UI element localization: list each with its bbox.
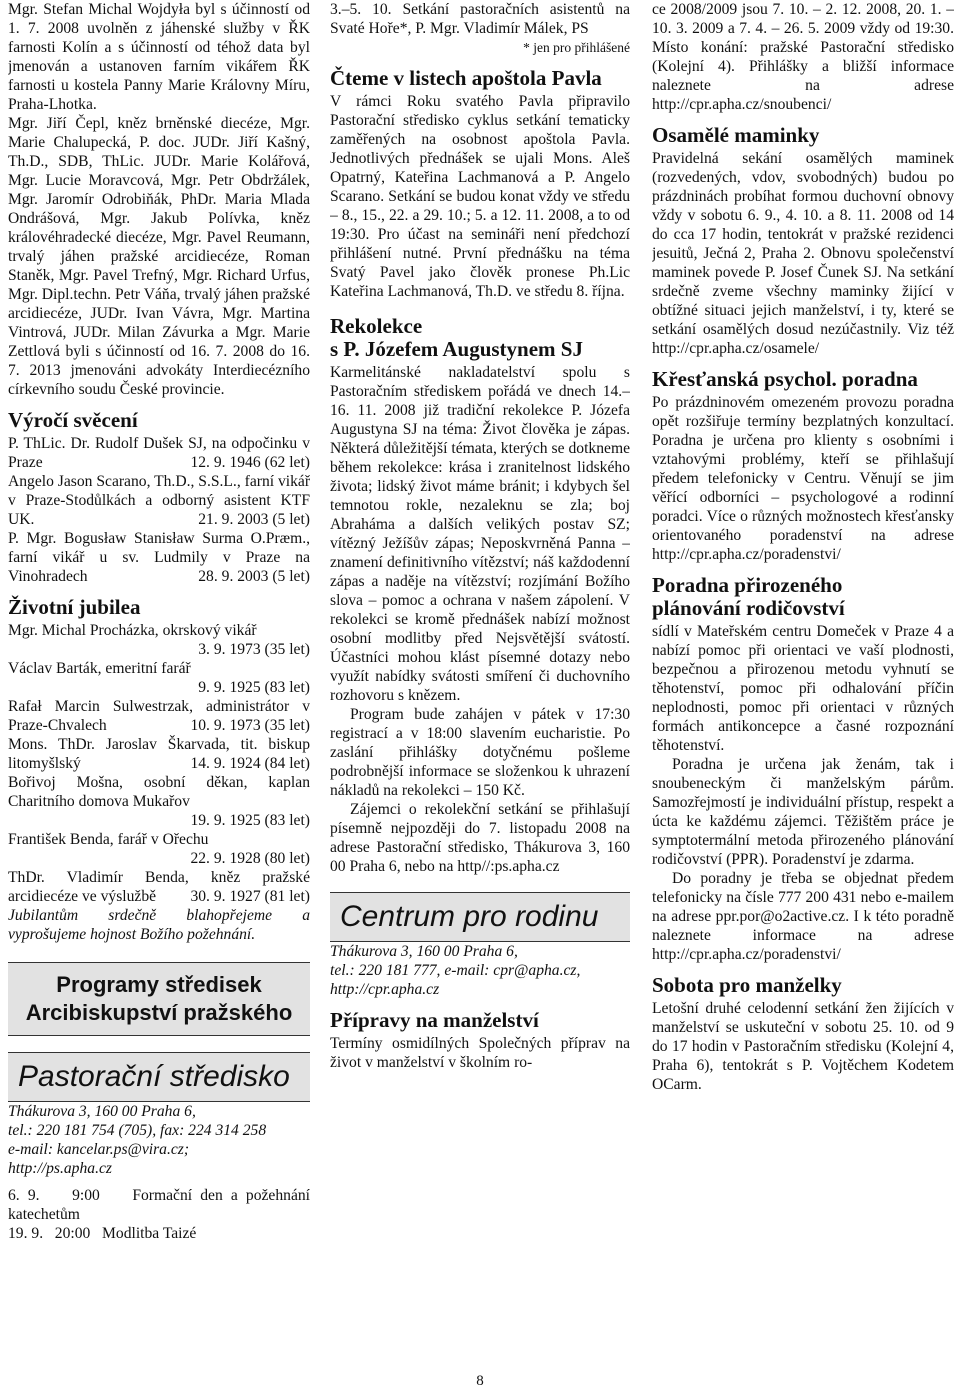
centrum-pro-rodinu-heading: Centrum pro rodinu <box>330 892 630 942</box>
column-1 <box>8 0 310 1243</box>
list-item: Mons. ThDr. Jaroslav Škarvada, tit. biskup litomyšlský 14. 9. 1924 (84 let) <box>8 736 310 772</box>
schedule-item: 19. 9. 20:00 Modlitba Taizé <box>8 1225 197 1242</box>
setkani-asistentu: 3.–5. 10. Setkání pastoračních asistentů na Svaté Hoře*, P. Mgr. Vladimír Málek, PS <box>330 1 630 37</box>
pastoracni-stredisko-heading: Pastorační středisko <box>8 1052 310 1102</box>
programs-header-box <box>8 962 310 1036</box>
ppr-heading-1: Poradna přirozeného <box>652 573 843 597</box>
rekolekce-heading: Rekolekce <box>330 314 423 338</box>
ps-schedule <box>8 1186 310 1243</box>
list-item: Rafał Marcin Sulwestrzak, administrátor v Praze-Chvalech 10. 9. 1973 (35 let) <box>8 698 310 734</box>
rekolekce-paragraph-3: Zájemci o rekolekční setkání se přihlašují písemně nejpozději do 7. listopadu 2008 na adrese Pastorační středisko, Thákurova 3, 160 00 Praha 6, nebo na http//:ps.apha.cz <box>330 801 630 875</box>
registration-note: * jen pro přihlášené <box>523 40 630 55</box>
advokati-paragraph: Mgr. Jiří Čepl, kněz brněnské diecéze, Mgr. Marie Chalupecká, P. doc. JUDr. Jiří Kašný, Th.D., SDB, ThLic. JUDr. Marie Kolářová, Mgr. Lucie Moravcová, Mgr. Petr Obdržálek, Mgr. Jaromír Odrobiňák, PhDr. Maria Mlada Ondrášová, Mgr. Jakub Polívka, kněz královéhradecké diecéze, Mgr. Pavel Reumann, trvalý jáhen pražské arcidiecéze, Roman Staněk, Mgr. Pavel Trefný, Mgr. Richard Urfus, Mgr. Dipl.techn. Petr Váňa, trvalý jáhen pražské arcidiecéze, JUDr. Ivan Vávra, Mgr. Martina Vintrová, JUDr. Milan Závurka a Mgr. Marie Zettlová byli s účinností od 16. 7. 2008 do 16. 7. 2013 jmenováni advokáty Interdiecézního církevního soudu České provincie. <box>8 115 310 398</box>
pripravy-heading: Přípravy na manželství <box>330 1008 539 1032</box>
sobota-paragraph: Letošní druhé celodenní setkání žen žijících v manželství se uskuteční v sobotu 25. 10. od 9 do 17 hodin v Pastoračním středisku (Kolejní 4, Praha 6), tentokrát s P. Vojtěchem Kodetem OCarm. <box>652 1000 954 1093</box>
sobota-heading: Sobota pro manželky <box>652 973 842 997</box>
list-item: ThDr. Vladimír Benda, kněz pražské arcidiecéze ve výslužbě 30. 9. 1927 (81 let) <box>8 869 310 905</box>
rekolekce-subheading: s P. Józefem Augustynem SJ <box>330 337 583 361</box>
address-line: e-mail: kancelar.ps@vira.cz; <box>8 1141 190 1158</box>
programs-title-line-1: Programy středisek <box>56 972 262 997</box>
intro-paragraph: Mgr. Stefan Michal Wojdyła byl s účinností od 1. 7. 2008 uvolněn z jáhenské služby v ŘK farnosti Kolín a s účinností od téhož data byl jmenován a ustanoven farním vikářem ŘK farnosti u kostela Panny Marie Královny Míru, Praha-Lhotka. <box>8 1 310 113</box>
ppr-paragraph-2: Poradna je určena jak ženám, tak i snoubeneckým či manželským párům. Samozřejmostí je individuální přístup, respekt a úcta ke každému zájemci. Těžištěm práce je symptotermální metoda přirozeného plánování rodičovství (PPR). Poradenství je zdarma. <box>652 756 954 868</box>
page-number: 8 <box>476 1373 484 1389</box>
pavel-heading: Čteme v listech apoštola Pavla <box>330 66 602 90</box>
ppr-paragraph-1: sídlí v Mateřském centru Domeček v Praze 4 a nabízí pomoc při orientaci ve vaší plodnosti, bezpečnou a přirozenou metodu vyhnutí se těhotenství, pomoc při odhalování příčin neplodnosti, pomoc při orientaci v různých formách antikoncepce a časné rozpoznání těhotenství. <box>652 623 954 754</box>
pripravy-paragraph: Termíny osmidílných Společných příprav na život v manželství v školním ro- <box>330 1035 630 1071</box>
jubilea-list <box>8 621 310 906</box>
cpr-address <box>330 942 630 999</box>
list-item: P. ThLic. Dr. Rudolf Dušek SJ, na odpočinku v Praze 12. 9. 1946 (62 let) <box>8 435 310 471</box>
list-item: František Benda, farář v Ořechu 22. 9. 1928 (80 let) <box>8 831 310 867</box>
ppr-heading-2: plánování rodičovství <box>652 596 845 620</box>
list-item: Bořivoj Mošna, osobní děkan, kaplan Charitního domova Mukařov 19. 9. 1925 (83 let) <box>8 774 310 829</box>
list-item: Mgr. Michal Procházka, okrskový vikář 3. 9. 1973 (35 let) <box>8 622 310 658</box>
jubilea-note: Jubilantům srdečně blahopřejeme a vyprošujeme hojnost Božího požehnání. <box>8 907 310 943</box>
address-line: tel.: 220 181 777, e-mail: cpr@apha.cz, <box>330 962 581 979</box>
pripravy-continued: ce 2008/2009 jsou 7. 10. – 2. 12. 2008, 20. 1. – 10. 3. 2009 a 7. 4. – 26. 5. 2009 vždy od 19:30. Místo konání: pražské Pastorační středisko (Kolejní 4). Přihlášky a bližší informace naleznete na adrese http://cpr.apha.cz/snoubenci/ <box>652 1 954 113</box>
schedule-item: 6. 9. 9:00 Formační den a požehnání katechetům <box>8 1187 310 1223</box>
psych-poradna-paragraph: Po prázdninovém omezeném provozu poradna opět rozšiřuje termíny bezplatných konzultací. Poradna je určena pro klienty s osobními i vztahovými problémy, kteří se přihlašují předem telefonicky v Centru. Věnují se jim věřící odborníci – psychologové a rodinní poradci. Více o různých možnostech křesťansky orientovaného poradenství na adrese http://cpr.apha.cz/poradenstvi/ <box>652 394 954 563</box>
rekolekce-paragraph-2: Program bude zahájen v pátek v 17:30 registrací a v 18:00 slavením eucharistie. Po zaslání přihlášky dotyčnému pošleme podrobnější informace se složenkou k uhrazení nákladů na rekolekci – 150 Kč. <box>330 706 630 799</box>
programs-title-line-2: Arcibiskupství pražského <box>25 1000 293 1025</box>
address-line: Thákurova 3, 160 00 Praha 6, <box>8 1103 196 1120</box>
list-item: P. Mgr. Bogusław Stanisław Surma O.Præm., farní vikář u sv. Ludmily v Praze na Vinohradech 28. 9. 2003 (5 let) <box>8 530 310 585</box>
address-line: tel.: 220 181 754 (705), fax: 224 314 258 <box>8 1122 267 1139</box>
jubilea-heading: Životní jubilea <box>8 595 141 619</box>
column-2 <box>330 0 630 1072</box>
rekolekce-paragraph-1: Karmelitánské nakladatelství spolu s Pastoračním střediskem pořádá ve dnech 14.–16. 11. 2008 již tradiční rekolekce P. Józefa Augustyna SJ na téma: Život člověka je zápas. Některá důležitější témata, kterých se dotkneme během rekolekce: krása i zranitelnost lidského života; lidský život máme bránit; i kdybych šel temnotou rokle, nezaleknu se zla; boj Abraháma a dalších velikých postav SZ; vítězný Ježíšův zápas; Neposkvrněná Panna – znamení definitivního vítězství; náš každodenní zápas a naděje na vítězství; rozjímání Božího slova – pomoc a ochrana v našem zápolení. V rekolekci se kromě přednášek nabízí možnost osobní modlitby před Nejsvětější svátostí. Účastníci mohou klást písemné dotazy nebo využít nabídky svátosti smíření či duchovního rozhovoru s knězem. <box>330 364 630 704</box>
ppr-paragraph-3: Do poradny je třeba se objednat předem telefonicky na čísle 777 200 431 nebo e-mailem na adrese ppr.por@o2active.cz. I k této poradně naleznete informace na adrese http://cpr.apha.cz/poradenstvi/ <box>652 870 954 963</box>
list-item: Angelo Jason Scarano, Th.D., S.S.L., farní vikář v Praze-Stodůlkách a odborný asistent KTF UK. 21. 9. 2003 (5 let) <box>8 473 310 528</box>
osamele-maminky-paragraph: Pravidelná sekání osamělých maminek (rozvedených, vdov, svobodných) budou po prázdninách probíhat formou duchovní obnovy vždy v sobotu 6. 9., 4. 10. a 8. 11. 2008 od 14 do cca 17 hodin, tentokrát v pražské rezidenci jesuitů, Ječná 2, Praha 2. Obnovu společenství maminek povede P. Josef Čunek SJ. Na setkání srdečně zveme všechny maminky žijící v obtížné situaci jejich manželství, i ty, které se setkání osamělých dosud nezúčastnily. Viz též http://cpr.apha.cz/osamele/ <box>652 150 954 357</box>
ps-address <box>8 1102 310 1178</box>
osamele-maminky-heading: Osamělé maminky <box>652 123 820 147</box>
vyroci-heading: Výročí svěcení <box>8 408 138 432</box>
pavel-paragraph: V rámci Roku svatého Pavla připravilo Pastorační středisko cyklus setkání tematicky zaměřených na osobnost apoštola Pavla. Jednotlivých přednášek se ujali Mons. Aleš Opatrný, Kateřina Lachmanová a P. Angelo Scarano. Setkání se budou konat vždy ve středu – 8., 15., 22. a 29. 10.; 5. a 12. 11. 2008, a to od 19:30. Pro účast na semináři není předchozí přihlášení nutné. První přednášku na téma Svatý Pavel jako člověk pronese Ph.Lic Kateřina Lachmanová, Th.D. ve středu 8. října. <box>330 93 630 300</box>
address-line: http://cpr.apha.cz <box>330 981 440 998</box>
psych-poradna-heading: Křesťanská psychol. poradna <box>652 367 918 391</box>
address-line: Thákurova 3, 160 00 Praha 6, <box>330 943 518 960</box>
vyroci-list <box>8 434 310 586</box>
column-3 <box>652 0 954 1094</box>
address-line: http://ps.apha.cz <box>8 1160 112 1177</box>
list-item: Václav Barták, emeritní farář 9. 9. 1925 (83 let) <box>8 660 310 696</box>
